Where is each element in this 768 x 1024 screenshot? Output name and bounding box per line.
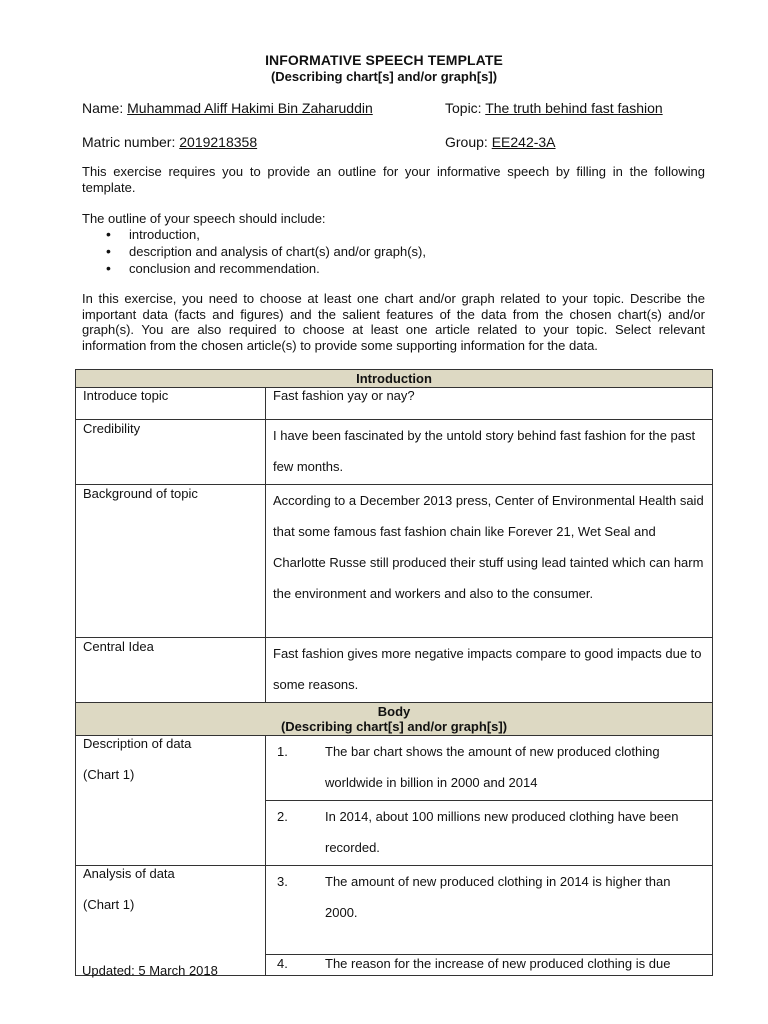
description-item [266,736,713,801]
row-label-description [76,736,266,866]
outline-list [82,226,426,277]
table-row [76,485,713,638]
description-label: Description of data [83,736,192,751]
analysis-item [266,866,713,955]
item-text: The amount of new produced clothing in 2014 is higher than 2000. [325,874,671,920]
outline-lead: The outline of your speech should include: [82,211,326,226]
group-value: EE242-3A [491,134,556,150]
item-number: 1. [277,744,288,759]
instructions-details: In this exercise, you need to choose at least one chart and/or graph related to your topic. Describe the important data (facts and figures) and the salient features of the data from the chosen chart(s) and/or graph(s). You are also required to choose at least one article related to your topic. Select relevant information from the chosen article(s) to provide some supporting information for the data. [82,291,705,353]
name-value: Muhammad Aliff Hakimi Bin Zaharuddin [127,100,373,116]
item-number: 2. [277,809,288,824]
row-label-credibility: Credibility [76,420,266,485]
document-title: INFORMATIVE SPEECH TEMPLATE [265,52,503,68]
name-field [82,100,373,116]
table-row [76,736,713,801]
row-content-introduce-topic: Fast fashion yay or nay? [266,388,713,420]
analysis-chart-label: (Chart 1) [83,897,135,912]
item-text: In 2014, about 100 millions new produced clothing have been recorded. [325,809,679,855]
matric-value: 2019218358 [179,134,258,150]
matric-label: Matric number: [82,134,176,150]
row-label-background: Background of topic [76,485,266,638]
outline-item: • conclusion and recommendation. [82,260,426,277]
topic-field [445,100,663,116]
topic-value: The truth behind fast fashion [485,100,663,116]
row-content-credibility: I have been fascinated by the untold story behind fast fashion for the past few months. [266,420,713,485]
table-row [76,388,713,420]
analysis-item [266,955,713,976]
introduction-header: Introduction [76,370,713,388]
description-chart-label: (Chart 1) [83,767,135,782]
row-label-introduce-topic: Introduce topic [76,388,266,420]
row-content-background: According to a December 2013 press, Center of Environmental Health said that some famous fast fashion chain like Forever 21, Wet Seal and Charlotte Russe still produced their stuff using lead tainted which can harm the environment and workers and also to the consumer. [266,485,713,638]
updated-date: Updated: 5 March 2018 [82,963,218,978]
analysis-label: Analysis of data [83,866,175,881]
document-subtitle: (Describing chart[s] and/or graph[s]) [270,69,498,84]
row-label-analysis [76,866,266,976]
table-row [76,638,713,703]
matric-field [82,134,257,150]
group-label: Group: [445,134,488,150]
item-text: The reason for the increase of new produced clothing is due [325,956,671,971]
item-text: The bar chart shows the amount of new produced clothing worldwide in billion in 2000 and 2014 [325,744,660,790]
topic-label: Topic: [445,100,482,116]
instructions-intro: This exercise requires you to provide an outline for your informative speech by filling in the following template. [82,164,705,195]
outline-item: • description and analysis of chart(s) and/or graph(s), [82,243,426,260]
item-number: 4. [277,956,288,971]
group-field [445,134,556,150]
outline-item: • introduction, [82,226,426,243]
body-header [76,703,713,736]
item-number: 3. [277,874,288,889]
row-label-central-idea: Central Idea [76,638,266,703]
row-content-central-idea: Fast fashion gives more negative impacts compare to good impacts due to some reasons. [266,638,713,703]
table-row [76,866,713,955]
table-row [76,420,713,485]
speech-outline-table [75,369,713,976]
body-header-subtitle: (Describing chart[s] and/or graph[s]) [280,719,508,734]
description-item [266,801,713,866]
name-label: Name: [82,100,124,116]
body-header-title: Body [377,704,411,719]
